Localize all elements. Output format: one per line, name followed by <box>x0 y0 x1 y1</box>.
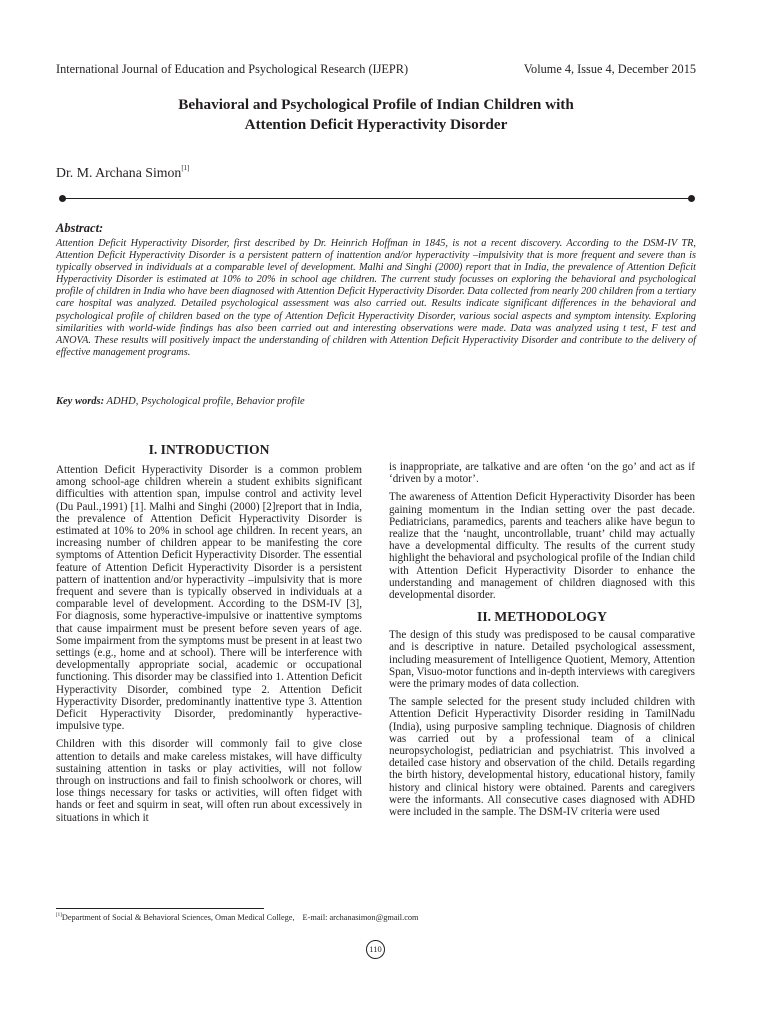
introduction-paragraph-2: Children with this disorder will commonly fail to give close attention to details and make careless mistakes, will have difficulty sustaining attention in tasks or play activities, will not follow through on instructions and fail to finish schoolwork or chores, will lose things necessary for tasks or activities, will often fidget with hands or feet and squirm in seat, will often run about excessively in situations in which it <box>56 738 362 824</box>
title-line-1: Behavioral and Psychological Profile of Indian Children with <box>178 96 574 113</box>
title-line-2: Attention Deficit Hyperactivity Disorder <box>244 116 508 133</box>
introduction-paragraph-3: is inappropriate, are talkative and are often ‘on the go’ and act as if ‘driven by a motor’. <box>389 461 695 486</box>
footnote-divider <box>56 908 264 909</box>
journal-name: International Journal of Education and Psychological Research (IJEPR) <box>56 62 409 76</box>
introduction-heading: I. INTRODUCTION <box>148 442 270 457</box>
methodology-heading: II. METHODOLOGY <box>477 609 607 625</box>
methodology-paragraph-2: The sample selected for the present study included children with Attention Deficit Hyperactivity Disorder residing in TamilNadu (India), using purposive sampling technique. Diagnosis of children was carried out by a professional team of a clinical neuropsychologist, pediatrician and psychiatrist. This involved a detailed case history and observation of the child. Details regarding the birth history, developmental history, educational history, family history and clinical history were obtained. Parents and caregivers were the informants. All consecutive cases diagnosed with ADHD were included in the sample. The DSM-IV criteria were used <box>389 696 695 819</box>
divider-right-dot <box>688 195 695 202</box>
keywords-label: Key words: <box>56 396 105 407</box>
running-header <box>56 62 696 77</box>
abstract-heading: Abstract: <box>56 221 104 235</box>
footnote-marker: [1] <box>56 913 62 918</box>
keywords <box>56 396 696 408</box>
methodology-paragraph-1: The design of this study was predisposed to be causal comparative and is descriptive in nature. Detailed psychological assessment, including measurement of Intelligence Quotient, Memory, Attention Span, Visuo-motor functions and in-depth interviews with caregivers were the primary modes of data collection. <box>389 629 695 691</box>
introduction-paragraph-1: Attention Deficit Hyperactivity Disorder is a common problem among school-age children wherein a student exhibits significant difficulties with attention span, impulse control and activity level (Du Paul.,1991) [1]. Malhi and Singhi (2000) [2]report that in India, the prevalence of Attention Deficit Hyperactivity Disorder is estimated at 10% to 20% in school age children. In recent years, an increasing number of children appear to be manifesting the core symptoms of Attention Deficit Hyperactivity Disorder. The essential feature of Attention Deficit Hyperactivity Disorder is a persistent pattern of inattention and/or hyperactivity –impulsivity that is more frequent and severe than is typically observed in individuals at a comparable level of development. According to the DSM-IV [3], For diagnosis, some hyperactive-impulsive or inattentive symptoms that cause impairment must be present before seven years of age. Some impairment from the symptoms must be present in at least two settings (e.g., home and at school). There will be interference with developmentally appropriate social, academic or occupational functioning. This disorder may be classified into 1. Attention Deficit Hyperactivity Disorder, combined type 2. Attention Deficit Hyperactivity Disorder, predominantly inattentive type 3. Attention Deficit Hyperactivity Disorder, predominantly hyperactive-impulsive type. <box>56 464 362 733</box>
title-divider <box>62 198 692 199</box>
page-number: 110 <box>366 940 385 959</box>
footnote <box>56 913 418 922</box>
author-marker: [1] <box>181 164 190 172</box>
paper-title <box>56 95 696 135</box>
left-column <box>56 442 362 830</box>
divider-left-dot <box>59 195 66 202</box>
abstract-text: Attention Deficit Hyperactivity Disorder, first described by Dr. Heinrich Hoffman in 1845, is not a recent discovery. According to the DSM-IV TR, Attention Deficit Hyperactivity Disorder is a persistent pattern of inattention and/or hyperactivity –impulsivity that is more frequent and severe than is typically observed in individuals at a comparable level of development. Malhi and Singhi (2000) report that in India, the prevalence of Attention Deficit Hyperactivity Disorder is estimated at 10% to 20% in school age children. The current study focusses on exploring the behavioral and psychological profile of children in India who have been diagnosed with Attention Deficit Hyperactivity Disorder. Data collected from nearly 200 children from a tertiary care hospital was analyzed. Detailed psychological assessment was also carried out. Results indicate significant differences in the behavioral and psychological profile of children based on the type of Attention Deficit Hyperactivity Disorder, various social aspects and symptom intensity. Exploring similarities with world-wide findings has also been carried out and interesting observations were made. Data was analyzed using t test, F test and ANOVA. These results will positively impact the understanding of children with Attention Deficit Hyperactivity Disorder and contribute to the delivery of effective management programs. <box>56 238 696 358</box>
right-column <box>389 461 695 824</box>
author-name: Dr. M. Archana Simon <box>56 165 182 180</box>
keywords-value: ADHD, Psychological profile, Behavior profile <box>104 396 305 407</box>
issue-info: Volume 4, Issue 4, December 2015 <box>523 62 696 76</box>
footnote-email: E-mail: archanasimon@gmail.com <box>302 913 419 922</box>
introduction-paragraph-4: The awareness of Attention Deficit Hyperactivity Disorder has been gaining momentum in the Indian setting over the past decade. Pediatricians, paramedics, parents and teachers alike have begun to realize that the ‘naught, uncontrollable, truant’ child may actually have a developmental difficulty. The results of the current study highlight the behavioral and psychological profile of the Indian child with Attention Deficit Hyperactivity Disorder to enhance the understanding and management of children diagnosed with this developmental disorder. <box>389 491 695 602</box>
author <box>56 164 189 181</box>
footnote-affiliation: Department of Social & Behavioral Sciences, Oman Medical College, <box>61 913 295 922</box>
